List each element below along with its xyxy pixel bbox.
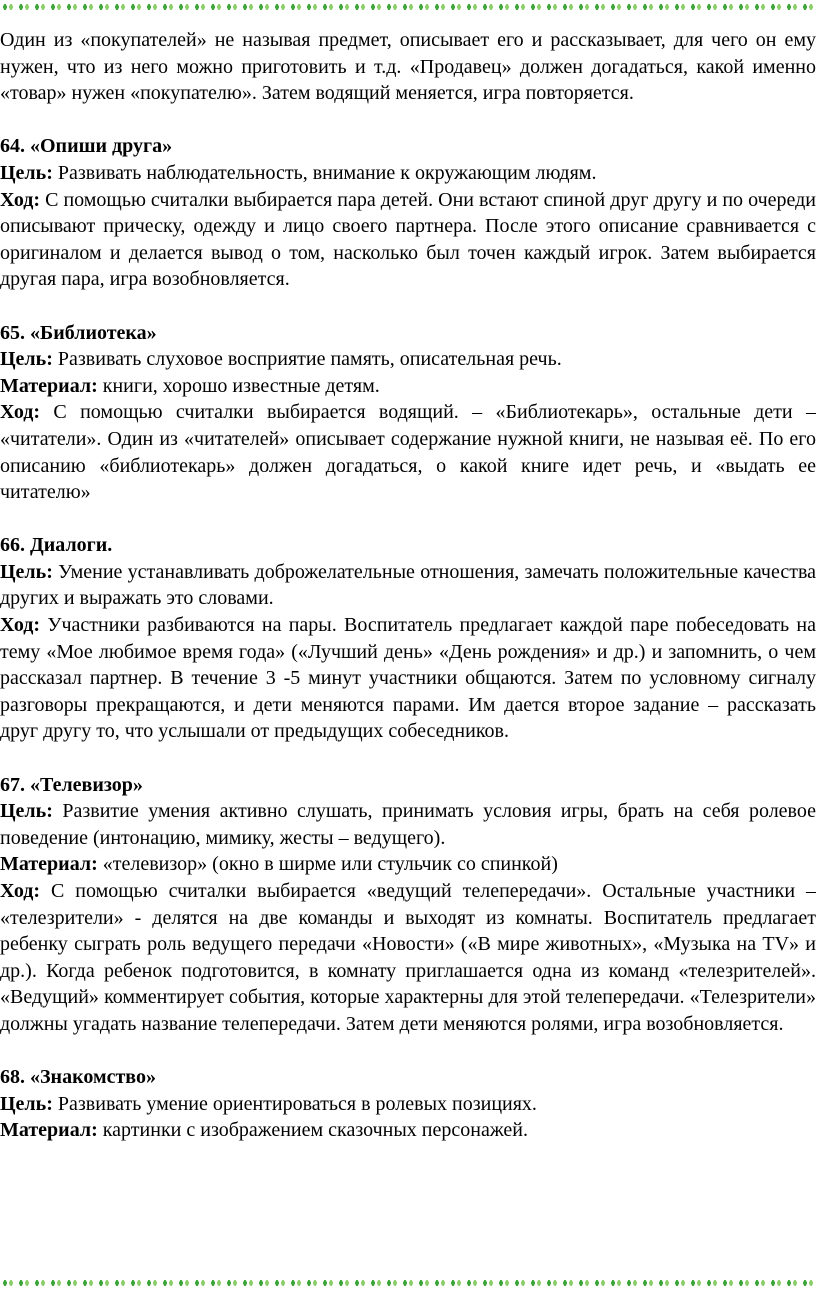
move-label: Ход: (0, 188, 41, 211)
move-label: Ход: (0, 401, 41, 424)
game-65-goal (0, 346, 816, 373)
goal-label: Цель: (0, 348, 53, 371)
goal-text: Развивать наблюдательность, внимание к окружающим людям. (52, 161, 597, 184)
game-64-title: 64. «Опиши друга» (0, 135, 173, 158)
game-67-title: 67. «Телевизор» (0, 773, 143, 796)
goal-label: Цель: (0, 800, 53, 823)
material-text: книги, хорошо известные детям. (97, 374, 380, 397)
move-label: Ход: (0, 880, 41, 902)
goal-text: Развивать слуховое восприятие память, описательная речь. (52, 348, 562, 371)
move-text: Участники разбиваются на пары. Воспитатель предлагает каждой паре побеседовать на тему «Мое любимое время года» («Лучший день» «День рождения» и др.) и запомнить, о чем рассказал партнер. В течение 3 -5 минут участники общаются. Затем по условному сигналу разговоры прекращаются, и дети меняются парами. Им дается второе задание – рассказать друг другу то, что услышали от предыдущих собеседников. (0, 614, 816, 743)
game-68-material (0, 1117, 816, 1144)
decorative-border-bottom (0, 1276, 816, 1290)
game-64-move (0, 187, 816, 293)
goal-label: Цель: (0, 161, 53, 184)
move-label: Ход: (0, 614, 41, 637)
move-text: С помощью считалки выбирается водящий. – «Библиотекарь», остальные дети – «читатели». Один из «читателей» описывает содержание нужной книги, не называя её. По его описанию «библиотекарь» должен догадаться, о какой книге идет речь, и «выдать ее читателю» (0, 401, 816, 504)
game-65-title: 65. «Библиотека» (0, 321, 157, 344)
game-65-material (0, 373, 816, 400)
game-68-goal (0, 1091, 816, 1118)
game-64-goal (0, 160, 816, 187)
material-text: «телевизор» (окно в ширме или стульчик со спинкой) (97, 853, 558, 876)
goal-label: Цель: (0, 1092, 53, 1115)
goal-text: Умение устанавливать доброжелательные отношения, замечать положительные качества других и выражать это словами. (0, 560, 816, 610)
document-body (0, 27, 816, 1144)
material-label: Материал: (0, 1119, 98, 1142)
game-68-title: 68. «Знакомство» (0, 1066, 156, 1089)
intro-paragraph: Один из «покупателей» не называя предмет, описывает его и рассказывает, для чего он ему нужен, что из него можно приготовить и т.д. «Продавец» должен догадаться, какой именно «товар» нужен «покупателю». Затем водящий меняется, игра повторяется. (0, 29, 816, 105)
material-text: картинки с изображением сказочных персонажей. (97, 1119, 528, 1142)
game-67-move (0, 878, 816, 1038)
game-65-move (0, 399, 816, 505)
move-text: С помощью считалки выбирается пара детей. Они встают спиной друг другу и по очереди описывают прическу, одежду и лицо своего партнера. После этого описание сравнивается с оригиналом и делается вывод о том, насколько был точен каждый игрок. Затем выбирается другая пара, игра возобновляется. (0, 188, 816, 291)
game-66-goal (0, 559, 816, 612)
game-67-material (0, 851, 816, 878)
material-label: Материал: (0, 374, 98, 397)
game-66-title: 66. Диалоги. (0, 534, 113, 557)
material-label: Материал: (0, 853, 98, 876)
goal-text: Развивать умение ориентироваться в ролевых позициях. (52, 1092, 537, 1115)
move-text: С помощью считалки выбирается «ведущий телепередачи». Остальные участники – «телезрители» - делятся на две команды и выходят из комнаты. Воспитатель предлагает ребенку сыграть роль ведущего передачи «Новости» («В мире животных», «Музыка на TV» и др.). Когда ребенок подготовится, в комнату приглашается одна из команд «телезрителей». «Ведущий» комментирует события, которые характерны для этой телепередачи. «Телезрители» должны угадать название телепередачи. Затем дети меняются ролями, игра возобновляется. (0, 880, 816, 1035)
goal-label: Цель: (0, 560, 53, 583)
game-67-goal (0, 798, 816, 851)
game-66-move (0, 612, 816, 745)
goal-text: Развитие умения активно слушать, принимать условия игры, брать на себя ролевое поведение (интонацию, мимику, жесты – ведущего). (0, 800, 816, 849)
decorative-border-top (0, 0, 816, 14)
